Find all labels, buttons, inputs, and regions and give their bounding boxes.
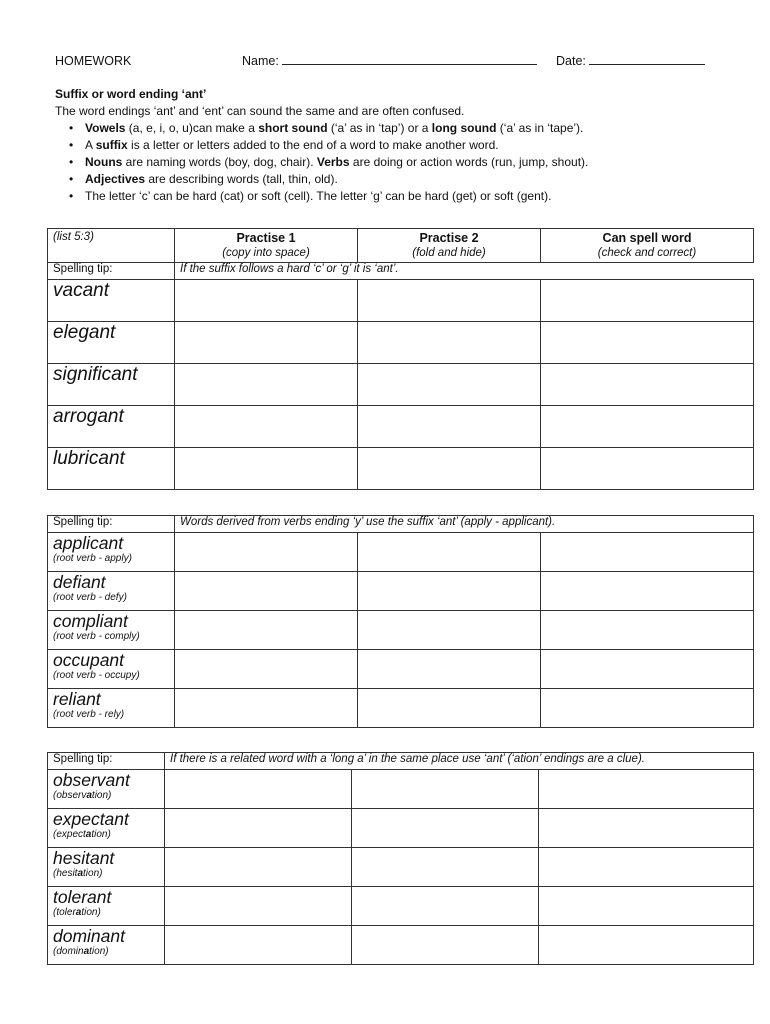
spelling-word: occupant <box>53 650 125 670</box>
practise-2-cell[interactable] <box>358 611 541 650</box>
practise-1-cell[interactable] <box>165 770 352 809</box>
practise-2-cell[interactable] <box>358 572 541 611</box>
table-1-header-row <box>48 229 754 263</box>
table-row <box>48 322 754 364</box>
practise-1-cell[interactable] <box>175 364 358 406</box>
spelling-table-1 <box>47 228 754 490</box>
can-spell-cell[interactable] <box>539 848 754 887</box>
can-spell-cell[interactable] <box>541 280 754 322</box>
homework-title: HOMEWORK <box>55 54 132 68</box>
can-spell-cell[interactable] <box>541 448 754 490</box>
can-spell-cell[interactable] <box>539 770 754 809</box>
practise-2-cell[interactable] <box>352 770 539 809</box>
table-row <box>48 611 754 650</box>
can-spell-cell[interactable] <box>541 611 754 650</box>
table-row <box>48 689 754 728</box>
practise-1-cell[interactable] <box>175 611 358 650</box>
root-verb: (root verb - apply) <box>53 553 132 564</box>
spelling-word: expectant <box>53 809 129 829</box>
spelling-word: arrogant <box>48 406 175 448</box>
table-row <box>48 926 754 965</box>
can-spell-cell[interactable] <box>539 809 754 848</box>
table-row <box>48 650 754 689</box>
spelling-table-3 <box>47 752 754 965</box>
spelling-word-cell <box>48 770 165 809</box>
practise-1-cell[interactable] <box>175 448 358 490</box>
practise-1-cell[interactable] <box>165 809 352 848</box>
intro-line: The word endings ‘ant’ and ‘ent’ can sound the same and are often confused. <box>55 104 465 118</box>
spelling-word-cell <box>48 809 165 848</box>
bullet-suffix: • A suffix is a letter or letters added to the end of a word to make another word. <box>85 137 745 154</box>
table-row <box>48 572 754 611</box>
practise-1-cell[interactable] <box>175 322 358 364</box>
intro-heading: Suffix or word ending ‘ant’ <box>55 87 207 101</box>
name-line[interactable] <box>282 54 537 65</box>
practise-1-cell[interactable] <box>175 650 358 689</box>
table-row <box>48 848 754 887</box>
practise-1-cell[interactable] <box>165 926 352 965</box>
spelling-word-cell <box>48 533 175 572</box>
spelling-word-cell <box>48 926 165 965</box>
intro-bullets <box>85 120 745 205</box>
practise-2-cell[interactable] <box>358 533 541 572</box>
bullet-adjectives: • Adjectives are describing words (tall, thin, old). <box>85 171 745 188</box>
related-word: (observation) <box>53 790 112 801</box>
table-row <box>48 406 754 448</box>
practise-2-cell[interactable] <box>352 809 539 848</box>
practise-2-cell[interactable] <box>352 887 539 926</box>
practise-2-header: Practise 2 (fold and hide) <box>358 229 541 263</box>
table-row <box>48 533 754 572</box>
name-label: Name: <box>242 54 279 68</box>
can-spell-cell[interactable] <box>541 650 754 689</box>
practise-1-cell[interactable] <box>175 533 358 572</box>
can-spell-header: Can spell word (check and correct) <box>541 229 754 263</box>
spelling-word-cell <box>48 572 175 611</box>
spelling-word-cell <box>48 887 165 926</box>
related-word: (domination) <box>53 946 109 957</box>
spelling-word: lubricant <box>48 448 175 490</box>
spelling-word: vacant <box>48 280 175 322</box>
spelling-word: tolerant <box>53 887 112 907</box>
can-spell-cell[interactable] <box>539 887 754 926</box>
practise-1-cell[interactable] <box>175 689 358 728</box>
related-word: (toleration) <box>53 907 101 918</box>
table-3-tip-row <box>48 753 754 770</box>
practise-1-cell[interactable] <box>175 406 358 448</box>
spelling-word: defiant <box>53 572 106 592</box>
practise-2-cell[interactable] <box>358 364 541 406</box>
can-spell-cell[interactable] <box>541 572 754 611</box>
practise-1-cell[interactable] <box>165 887 352 926</box>
related-word: (expectation) <box>53 829 111 840</box>
spelling-word: compliant <box>53 611 128 631</box>
spelling-tip-text: Words derived from verbs ending ‘y’ use the suffix ‘ant’ (apply - applicant). <box>175 516 754 533</box>
table-1-tip-row <box>48 263 754 280</box>
date-line[interactable] <box>589 54 705 65</box>
spelling-tip-text: If there is a related word with a ‘long a’ in the same place use ‘ant’ (‘ation’ endings are a clue). <box>165 753 754 770</box>
spelling-tip-label: Spelling tip: <box>48 516 175 533</box>
table-row <box>48 448 754 490</box>
table-row <box>48 280 754 322</box>
date-label: Date: <box>556 54 586 68</box>
bullet-c-g: • The letter ‘c’ can be hard (cat) or soft (cell). The letter ‘g’ can be hard (get) or soft (gent). <box>85 188 745 205</box>
root-verb: (root verb - rely) <box>53 709 125 720</box>
spelling-word: significant <box>48 364 175 406</box>
practise-1-cell[interactable] <box>165 848 352 887</box>
list-label: (list 5:3) <box>48 229 175 263</box>
table-row <box>48 770 754 809</box>
table-row <box>48 364 754 406</box>
spelling-word: elegant <box>48 322 175 364</box>
root-verb: (root verb - defy) <box>53 592 127 603</box>
practise-2-cell[interactable] <box>358 448 541 490</box>
root-verb: (root verb - occupy) <box>53 670 140 681</box>
spelling-tip-text: If the suffix follows a hard ‘c’ or ‘g’ it is ‘ant’. <box>175 263 754 280</box>
related-word: (hesitation) <box>53 868 103 879</box>
spelling-word: applicant <box>53 533 124 553</box>
root-verb: (root verb - comply) <box>53 631 140 642</box>
can-spell-cell[interactable] <box>541 406 754 448</box>
spelling-tip-label: Spelling tip: <box>48 263 175 280</box>
spelling-word: reliant <box>53 689 101 709</box>
can-spell-cell[interactable] <box>541 689 754 728</box>
spelling-word: dominant <box>53 926 125 946</box>
practise-2-cell[interactable] <box>358 280 541 322</box>
bullet-nouns-verbs: • Nouns are naming words (boy, dog, chair). Verbs are doing or action words (run, jump, shout). <box>85 154 745 171</box>
can-spell-cell[interactable] <box>539 926 754 965</box>
date-field[interactable] <box>556 54 705 68</box>
spelling-table-2 <box>47 515 754 728</box>
spelling-word-cell <box>48 689 175 728</box>
table-row <box>48 809 754 848</box>
practise-2-cell[interactable] <box>352 926 539 965</box>
can-spell-cell[interactable] <box>541 364 754 406</box>
practise-2-cell[interactable] <box>358 689 541 728</box>
spelling-word-cell <box>48 650 175 689</box>
can-spell-cell[interactable] <box>541 322 754 364</box>
can-spell-cell[interactable] <box>541 533 754 572</box>
spelling-word-cell <box>48 848 165 887</box>
practise-1-header: Practise 1 (copy into space) <box>175 229 358 263</box>
spelling-word: observant <box>53 770 130 790</box>
practise-1-cell[interactable] <box>175 280 358 322</box>
spelling-word: hesitant <box>53 848 115 868</box>
spelling-word-cell <box>48 611 175 650</box>
bullet-vowels: • Vowels (a, e, i, o, u)can make a short sound (‘a’ as in ‘tap’) or a long sound (‘a’ as in ‘tape’). <box>85 120 745 137</box>
table-row <box>48 887 754 926</box>
name-field[interactable] <box>242 54 537 68</box>
practise-2-cell[interactable] <box>358 650 541 689</box>
practise-2-cell[interactable] <box>358 322 541 364</box>
table-2-tip-row <box>48 516 754 533</box>
practise-2-cell[interactable] <box>358 406 541 448</box>
practise-2-cell[interactable] <box>352 848 539 887</box>
practise-1-cell[interactable] <box>175 572 358 611</box>
spelling-tip-label: Spelling tip: <box>48 753 165 770</box>
